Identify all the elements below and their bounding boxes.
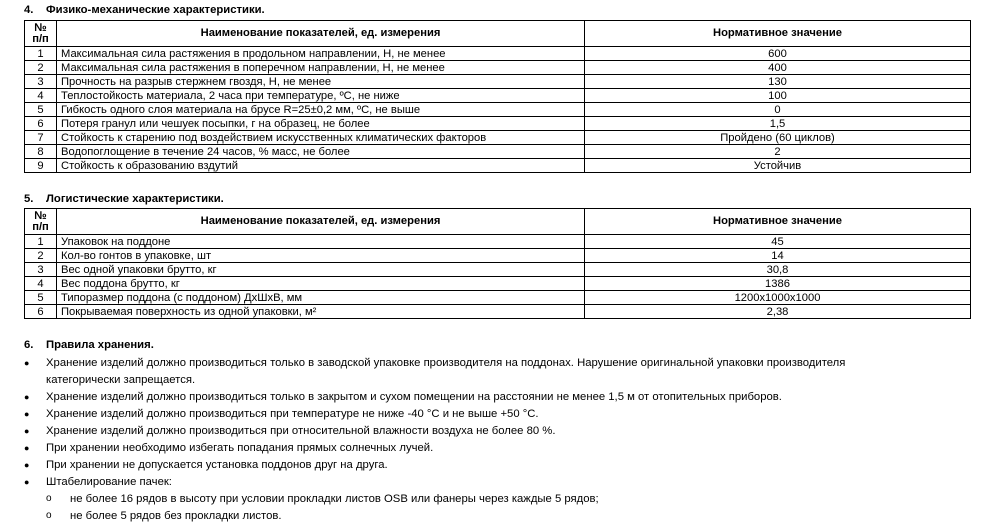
row-value: 2,38	[585, 305, 971, 319]
row-number: 1	[25, 235, 57, 249]
row-name: Прочность на разрыв стержнем гвоздя, Н, не менее	[57, 75, 585, 89]
row-number: 6	[25, 305, 57, 319]
row-number: 2	[25, 61, 57, 75]
row-name: Кол-во гонтов в упаковке, шт	[57, 249, 585, 263]
row-number: 5	[25, 291, 57, 305]
row-value: 600	[585, 47, 971, 61]
bullet-icon: ●	[24, 409, 30, 419]
row-number: 3	[25, 75, 57, 89]
header-num: № п/п	[25, 209, 57, 235]
row-value: 0	[585, 103, 971, 117]
circle-bullet-icon: o	[46, 493, 52, 504]
row-value: 14	[585, 249, 971, 263]
list-item-text: Хранение изделий должно производиться при температуре не ниже -40 °С и не выше +50 °С.	[46, 408, 539, 420]
table-row	[25, 117, 971, 131]
list-item-text: При хранении не допускается установка поддонов друг на друга.	[46, 459, 388, 471]
list-item-text: Штабелирование пачек:	[46, 476, 172, 488]
table-row	[25, 305, 971, 319]
list-item-text: Хранение изделий должно производиться при относительной влажности воздуха не более 80 %.	[46, 425, 556, 437]
row-number: 3	[25, 263, 57, 277]
row-number: 6	[25, 117, 57, 131]
physical-characteristics-table	[24, 20, 971, 173]
row-number: 8	[25, 145, 57, 159]
row-name: Типоразмер поддона (с поддоном) ДхШхВ, мм	[57, 291, 585, 305]
row-name: Гибкость одного слоя материала на брусе R=25±0,2 мм, ºС, не выше	[57, 103, 585, 117]
row-name: Вес одной упаковки брутто, кг	[57, 263, 585, 277]
list-item	[24, 474, 946, 491]
table-row	[25, 159, 971, 173]
logistics-characteristics-table	[24, 208, 971, 319]
sub-list-item	[46, 508, 282, 525]
row-name: Стойкость к образованию вздутий	[57, 159, 585, 173]
row-value: 130	[585, 75, 971, 89]
section-5-number: 5.	[24, 193, 34, 205]
table-row	[25, 235, 971, 249]
table-row	[25, 249, 971, 263]
table-row	[25, 75, 971, 89]
row-number: 9	[25, 159, 57, 173]
row-value: 1200х1000х1000	[585, 291, 971, 305]
table-row	[25, 291, 971, 305]
list-item-text: Хранение изделий должно производиться только в закрытом и сухом помещении на расстоянии не менее 1,5 м от отопительных приборов.	[46, 391, 782, 403]
section-4-title-text: Физико-механические характеристики.	[46, 4, 265, 16]
header-name: Наименование показателей, ед. измерения	[57, 21, 585, 47]
list-item	[24, 457, 946, 474]
sub-list-item-text: не более 16 рядов в высоту при условии прокладки листов OSB или фанеры через каждые 5 рядов;	[70, 493, 599, 505]
row-value: 30,8	[585, 263, 971, 277]
sub-list-item-text: не более 5 рядов без прокладки листов.	[70, 510, 282, 522]
row-value: 1,5	[585, 117, 971, 131]
row-name: Максимальная сила растяжения в поперечном направлении, Н, не менее	[57, 61, 585, 75]
bullet-icon: ●	[24, 460, 30, 470]
table-row	[25, 61, 971, 75]
row-value: Пройдено (60 циклов)	[585, 131, 971, 145]
bullet-icon: ●	[24, 392, 30, 402]
row-name: Покрываемая поверхность из одной упаковки, м²	[57, 305, 585, 319]
list-item-text: При хранении необходимо избегать попадания прямых солнечных лучей.	[46, 442, 434, 454]
table-header-row	[25, 21, 971, 47]
section-6-title	[24, 339, 154, 351]
table-row	[25, 145, 971, 159]
table-row	[25, 103, 971, 117]
table-row	[25, 277, 971, 291]
row-name: Водопоглощение в течение 24 часов, % масс, не более	[57, 145, 585, 159]
bullet-icon: ●	[24, 426, 30, 436]
bullet-icon: ●	[24, 358, 30, 368]
row-name: Потеря гранул или чешуек посыпки, г на образец, не более	[57, 117, 585, 131]
row-value: 1386	[585, 277, 971, 291]
bullet-icon: ●	[24, 477, 30, 487]
row-value: 400	[585, 61, 971, 75]
list-item	[24, 389, 946, 406]
table-row	[25, 89, 971, 103]
sub-list-item	[46, 491, 599, 508]
list-item	[24, 355, 946, 388]
row-name: Максимальная сила растяжения в продольном направлении, Н, не менее	[57, 47, 585, 61]
table-header-row	[25, 209, 971, 235]
circle-bullet-icon: o	[46, 510, 52, 521]
list-item	[24, 423, 946, 440]
header-num: № п/п	[25, 21, 57, 47]
list-item-text-continued: категорически запрещается.	[46, 373, 196, 386]
row-value: Устойчив	[585, 159, 971, 173]
section-5-title-text: Логистические характеристики.	[46, 193, 224, 205]
row-number: 2	[25, 249, 57, 263]
row-value: 100	[585, 89, 971, 103]
row-number: 5	[25, 103, 57, 117]
row-number: 7	[25, 131, 57, 145]
table-row	[25, 47, 971, 61]
table-row	[25, 131, 971, 145]
row-name: Вес поддона брутто, кг	[57, 277, 585, 291]
row-name: Стойкость к старению под воздействием искусственных климатических факторов	[57, 131, 585, 145]
row-number: 1	[25, 47, 57, 61]
row-number: 4	[25, 89, 57, 103]
list-item	[24, 440, 946, 457]
section-4-number: 4.	[24, 4, 34, 16]
section-5-title	[24, 193, 224, 205]
header-name: Наименование показателей, ед. измерения	[57, 209, 585, 235]
section-4-title	[24, 4, 265, 16]
row-value: 2	[585, 145, 971, 159]
row-name: Теплостойкость материала, 2 часа при температуре, ºС, не ниже	[57, 89, 585, 103]
header-value: Нормативное значение	[585, 21, 971, 47]
table-row	[25, 263, 971, 277]
section-6-title-text: Правила хранения.	[46, 339, 154, 351]
section-6-number: 6.	[24, 339, 34, 351]
row-number: 4	[25, 277, 57, 291]
row-name: Упаковок на поддоне	[57, 235, 585, 249]
list-item	[24, 406, 946, 423]
bullet-icon: ●	[24, 443, 30, 453]
header-value: Нормативное значение	[585, 209, 971, 235]
list-item-text: Хранение изделий должно производиться только в заводской упаковке производителя на поддонах. Нарушение оригинальной упаковки производителя	[46, 357, 846, 369]
row-value: 45	[585, 235, 971, 249]
